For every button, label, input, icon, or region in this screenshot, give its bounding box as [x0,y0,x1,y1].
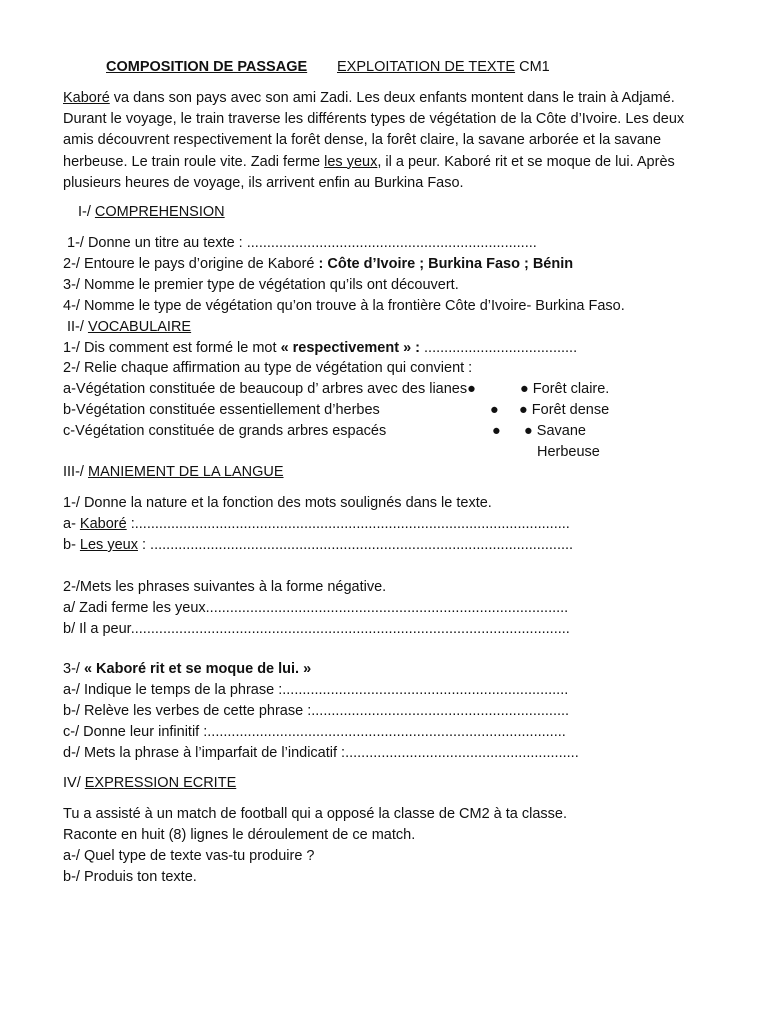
writing-prompt-2: Raconte en huit (8) lignes le déroulement de ce match. [63,827,416,843]
match-target-foret-claire: ● Forêt claire. [520,381,610,397]
question-1-2-text: 2-/ Entoure le pays d’origine de Kaboré [63,256,319,272]
question-1-1: 1-/ Donne un titre au texte : ........................................................................ [67,235,537,251]
question-3-1: 1-/ Donne la nature et la fonction des mots soulignés dans le texte. [63,495,492,511]
question-3-1-b [63,535,573,556]
passage-line-4-post: , il a peur. Kaboré rit et se moque de lui. Après [377,153,675,170]
question-3-3-label: 3-/ [63,661,84,677]
question-2-1-dots: ...................................... [420,340,578,356]
question-2-1-word: « respectivement » : [280,340,420,356]
match-target-savane: ● Savane [524,423,586,439]
writing-question-a: a-/ Quel type de texte vas-tu produire ? [63,848,315,864]
passage-line-1 [63,88,723,109]
match-target-savane-herbeuse: Herbeuse [537,444,600,460]
question-3-3-a: a-/ Indique le temps de la phrase :....................................................................... [63,682,569,698]
writing-question-b: b-/ Produis ton texte. [63,869,197,885]
question-1-2 [63,254,573,275]
reading-passage [63,88,723,194]
question-3-2-a: a/ Zadi ferme les yeux.......................................................................................... [63,600,569,616]
match-dot-b: ● [490,402,499,418]
question-3-1-b-word: Les yeux [79,537,138,553]
question-3-3 [63,659,311,680]
question-1-3: 3-/ Nomme le premier type de végétation qu’ils ont découvert. [63,277,459,293]
question-3-1-b-label: b- [63,537,80,553]
question-3-1-a-dots: :............................................................................................................ [126,516,570,532]
passage-line-3: amis découvrent respectivement la forêt dense, la forêt claire, la savane arborée et la savane [63,132,662,149]
question-3-3-d: d-/ Mets la phrase à l’imparfait de l’indicatif :.......................................................... [63,745,579,761]
passage-line-5: plusieurs heures de voyage, ils arrivent enfin au Burkina Faso. [63,174,464,191]
match-dot-c: ● [492,423,501,439]
question-3-1-a-label: a- [63,516,80,532]
question-3-3-sentence: « Kaboré rit et se moque de lui. » [83,661,312,677]
question-1-2-options: : Côte d’Ivoire ; Burkina Faso ; Bénin [318,256,574,272]
match-item-a: a-Végétation constituée de beaucoup d’ arbres avec des lianes● [63,381,476,397]
question-3-1-a [63,514,570,535]
section-1-title: COMPREHENSION [94,204,225,220]
passage-word-les-yeux: les yeux [324,153,378,170]
question-2-1 [63,338,577,359]
section-3-heading [63,462,284,483]
passage-line-1-text: va dans son pays avec son ami Zadi. Les deux enfants montent dans le train à Adjamé. [109,90,675,106]
passage-line-4-pre: herbeuse. Le train roule vite. Zadi ferme [63,153,325,170]
section-4-title: EXPRESSION ECRITE [84,775,237,791]
section-1-number: I-/ [78,204,95,220]
question-3-2: 2-/Mets les phrases suivantes à la forme négative. [63,579,387,595]
question-2-2: 2-/ Relie chaque affirmation au type de végétation qui convient : [63,360,473,376]
header-exploitation-line [337,57,550,78]
header-composition: COMPOSITION DE PASSAGE [106,59,308,75]
question-3-2-b: b/ Il a peur............................................................................................................. [63,621,570,637]
section-3-title: MANIEMENT DE LA LANGUE [87,464,284,480]
question-3-1-a-word: Kaboré [79,516,127,532]
section-3-number: III-/ [63,464,88,480]
match-target-foret-dense: ● Forêt dense [519,402,610,418]
writing-prompt-1: Tu a assisté à un match de football qui a opposé la classe de CM2 à ta classe. [63,806,568,822]
passage-line-4 [63,152,723,173]
section-4-heading [63,773,236,794]
question-1-4: 4-/ Nomme le type de végétation qu’on trouve à la frontière Côte d’Ivoire- Burkina Faso. [63,298,625,314]
section-2-number: II-/ [67,319,88,335]
question-3-3-c: c-/ Donne leur infinitif :......................................................................................... [63,724,566,740]
question-3-1-b-dots: : ......................................................................................................... [137,537,574,553]
passage-word-kabore: Kaboré [63,90,110,106]
question-3-3-b: b-/ Relève les verbes de cette phrase :................................................................ [63,703,570,719]
section-2-title: VOCABULAIRE [87,319,192,335]
section-4-number: IV/ [63,775,85,791]
section-1-heading [78,202,225,223]
passage-line-2: Durant le voyage, le train traverse les différents types de végétation de la Côte d’Ivoire. Les deux [63,111,685,128]
match-item-c: c-Végétation constituée de grands arbres espacés [63,423,387,439]
header-exploitation: EXPLOITATION DE TEXTE [337,59,516,75]
question-2-1-text: 1-/ Dis comment est formé le mot [63,340,281,356]
section-2-heading [67,317,191,338]
header-level: CM1 [519,59,550,75]
match-item-b: b-Végétation constituée essentiellement d’herbes [63,402,380,418]
